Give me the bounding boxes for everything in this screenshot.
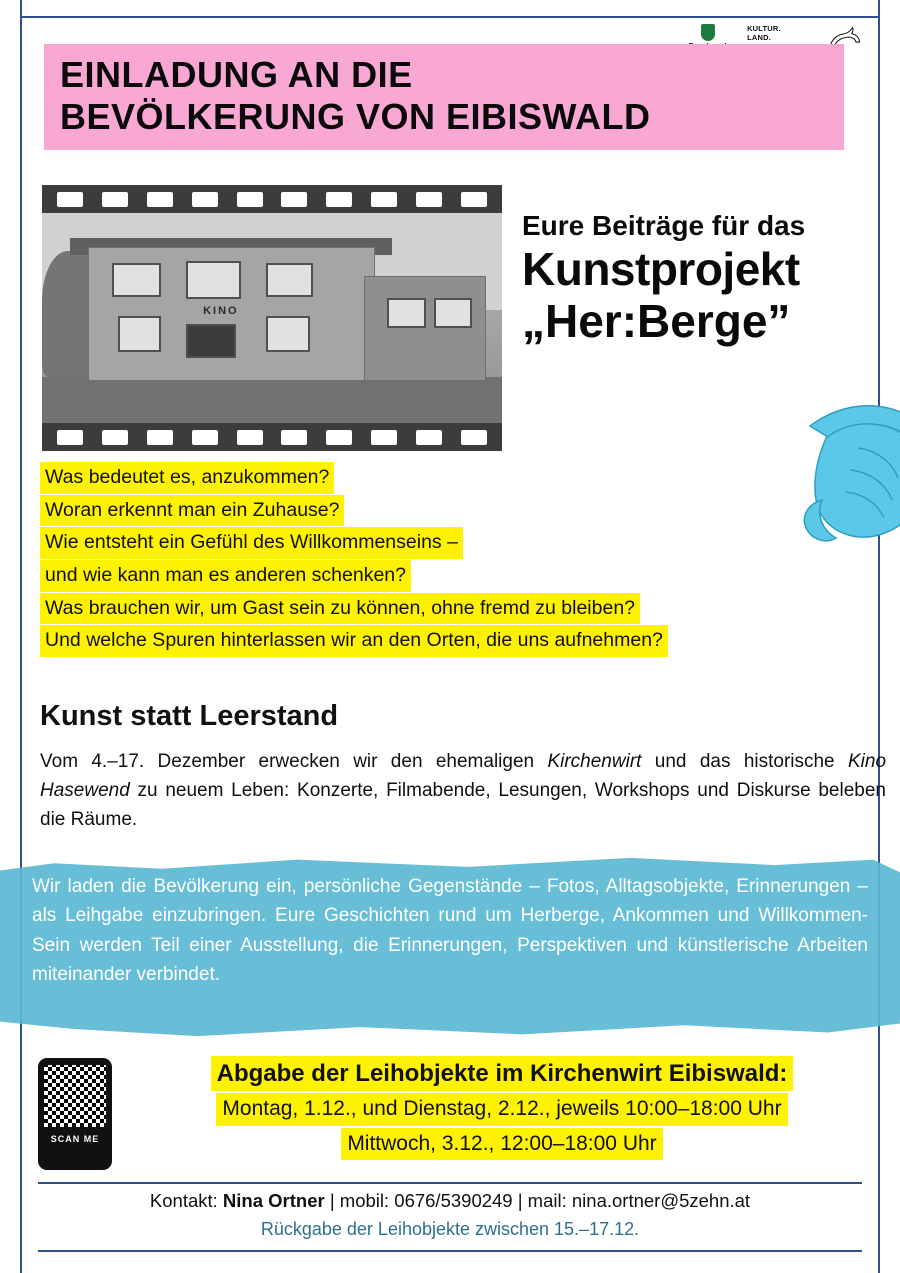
project-title-kicker: Eure Beiträge für das	[522, 210, 806, 241]
section-body	[40, 748, 886, 835]
dropoff-info-block	[122, 1056, 882, 1160]
kino-building-photo	[42, 213, 502, 423]
contact-prefix: Kontakt:	[149, 1190, 223, 1211]
headline-banner	[44, 44, 844, 150]
qr-scan-label: SCAN ME	[50, 1134, 100, 1144]
filmstrip-perforation-bottom	[42, 423, 502, 451]
section-body-emphasis1: Kirchenwirt	[547, 751, 642, 772]
return-note: Rückgabe der Leihobjekte zwischen 15.–17.12.	[260, 1219, 640, 1239]
question-line: Wie entsteht ein Gefühl des Willkommenseins –	[40, 527, 463, 559]
section-body-part2: und das historische	[641, 751, 848, 772]
dropoff-title: Abgabe der Leihobjekte im Kirchenwirt Eibiswald:	[211, 1056, 794, 1091]
questions-block	[40, 462, 880, 658]
project-title-block	[522, 210, 900, 347]
dropoff-hours-line-1: Montag, 1.12., und Dienstag, 2.12., jeweils 10:00–18:00 Uhr	[216, 1093, 787, 1125]
contact-name: Nina Ortner	[222, 1190, 325, 1211]
steiermark-crest-icon	[701, 24, 715, 41]
section-body-part3: zu neuem Leben: Konzerte, Filmabende, Lesungen, Workshops und Diskurse beleben die Räume.	[40, 779, 886, 830]
headline-line-2: BEVÖLKERUNG VON EIBISWALD	[60, 95, 651, 137]
footer-rule-top	[38, 1182, 862, 1184]
left-rule	[20, 0, 22, 1273]
logo-kultur-line2: LAND.	[747, 33, 771, 43]
logo-kultur-line1: KULTUR.	[747, 24, 781, 33]
kino-sign-text: KINO	[203, 304, 239, 317]
question-line: Was bedeutet es, anzukommen?	[40, 462, 334, 494]
headline-line-1: EINLADUNG AN DIE	[60, 54, 413, 95]
project-title-main: Kunstprojekt	[522, 243, 800, 296]
filmstrip-photo	[42, 185, 502, 451]
filmstrip-perforation-top	[42, 185, 502, 213]
question-line: Was brauchen wir, um Gast sein zu können, ohne fremd zu bleiben?	[40, 593, 640, 625]
question-line: und wie kann man es anderen schenken?	[40, 560, 411, 592]
qr-code-card[interactable]	[38, 1058, 112, 1170]
dropoff-hours-line-2: Mittwoch, 3.12., 12:00–18:00 Uhr	[341, 1128, 662, 1160]
section-body-emphasis2: Kino Hasewend	[40, 751, 887, 801]
section-body-part1: Vom 4.–17. Dezember erwecken wir den ehemaligen	[40, 751, 548, 772]
contact-details: | mobil: 0676/5390249 | mail: nina.ortner@5zehn.at	[324, 1190, 751, 1211]
brush-paragraph-block	[0, 856, 900, 1038]
qr-code-icon[interactable]	[44, 1065, 106, 1127]
contact-line	[30, 1190, 870, 1212]
footer-rule-bottom	[38, 1250, 862, 1252]
question-line: Und welche Spuren hinterlassen wir an den Orten, die uns aufnehmen?	[40, 625, 668, 657]
question-line: Woran erkennt man ein Zuhause?	[40, 495, 344, 527]
section-title: Kunst statt Leerstand	[40, 700, 339, 732]
project-title-quoted: „Her:Berge”	[522, 294, 791, 347]
brush-paragraph-text: Wir laden die Bevölkerung ein, persönliche Gegenstände – Fotos, Alltagsobjekte, Erinnerungen – als Leihgabe einzubringen. Eure Geschichten rund um Herberge, Ankommen und Willkommen-Sein werden Teil einer Ausstellung, die Erinnerungen, Perspektiven und künstlerische Arbeiten miteinander verbindet.	[32, 876, 868, 986]
